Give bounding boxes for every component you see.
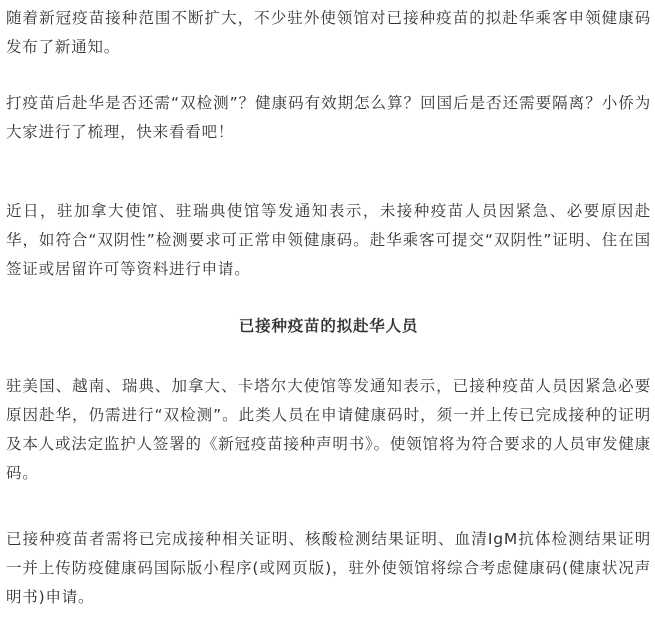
upload-documents-paragraph: 已接种疫苗者需将已完成接种相关证明、核酸检测结果证明、血清IgM抗体检测结果证明一并上传防疫健康码国际版小程序(或网页版)，驻外使领馆将综合考虑健康码(健康状况声明书)申请。: [6, 530, 651, 606]
intro-paragraph: 随着新冠疫苗接种范围不断扩大，不少驻外使领馆对已接种疫苗的拟赴华乘客申领健康码发布了新通知。: [6, 9, 651, 56]
questions-paragraph: 打疫苗后赴华是否还需“双检测”？健康码有效期怎么算？回国后是否还需要隔离？小侨为大家进行了梳理，快来看看吧！: [6, 94, 651, 141]
unvaccinated-paragraph: 近日，驻加拿大使馆、驻瑞典使馆等发通知表示，未接种疫苗人员因紧急、必要原因赴华，如符合“双阴性”检测要求可正常申领健康码。赴华乘客可提交“双阴性”证明、住在国签证或居留许可等资料进行申请。: [6, 202, 651, 278]
vaccinated-requirements-paragraph: 驻美国、越南、瑞典、加拿大、卡塔尔大使馆等发通知表示，已接种疫苗人员因紧急必要原因赴华，仍需进行“双检测”。此类人员在申请健康码时，须一并上传已完成接种的证明及本人或法定监护人签署的《新冠疫苗接种声明书》。使领馆将为符合要求的人员审发健康码。: [6, 377, 651, 482]
section-heading: 已接种疫苗的拟赴华人员: [238, 317, 419, 335]
